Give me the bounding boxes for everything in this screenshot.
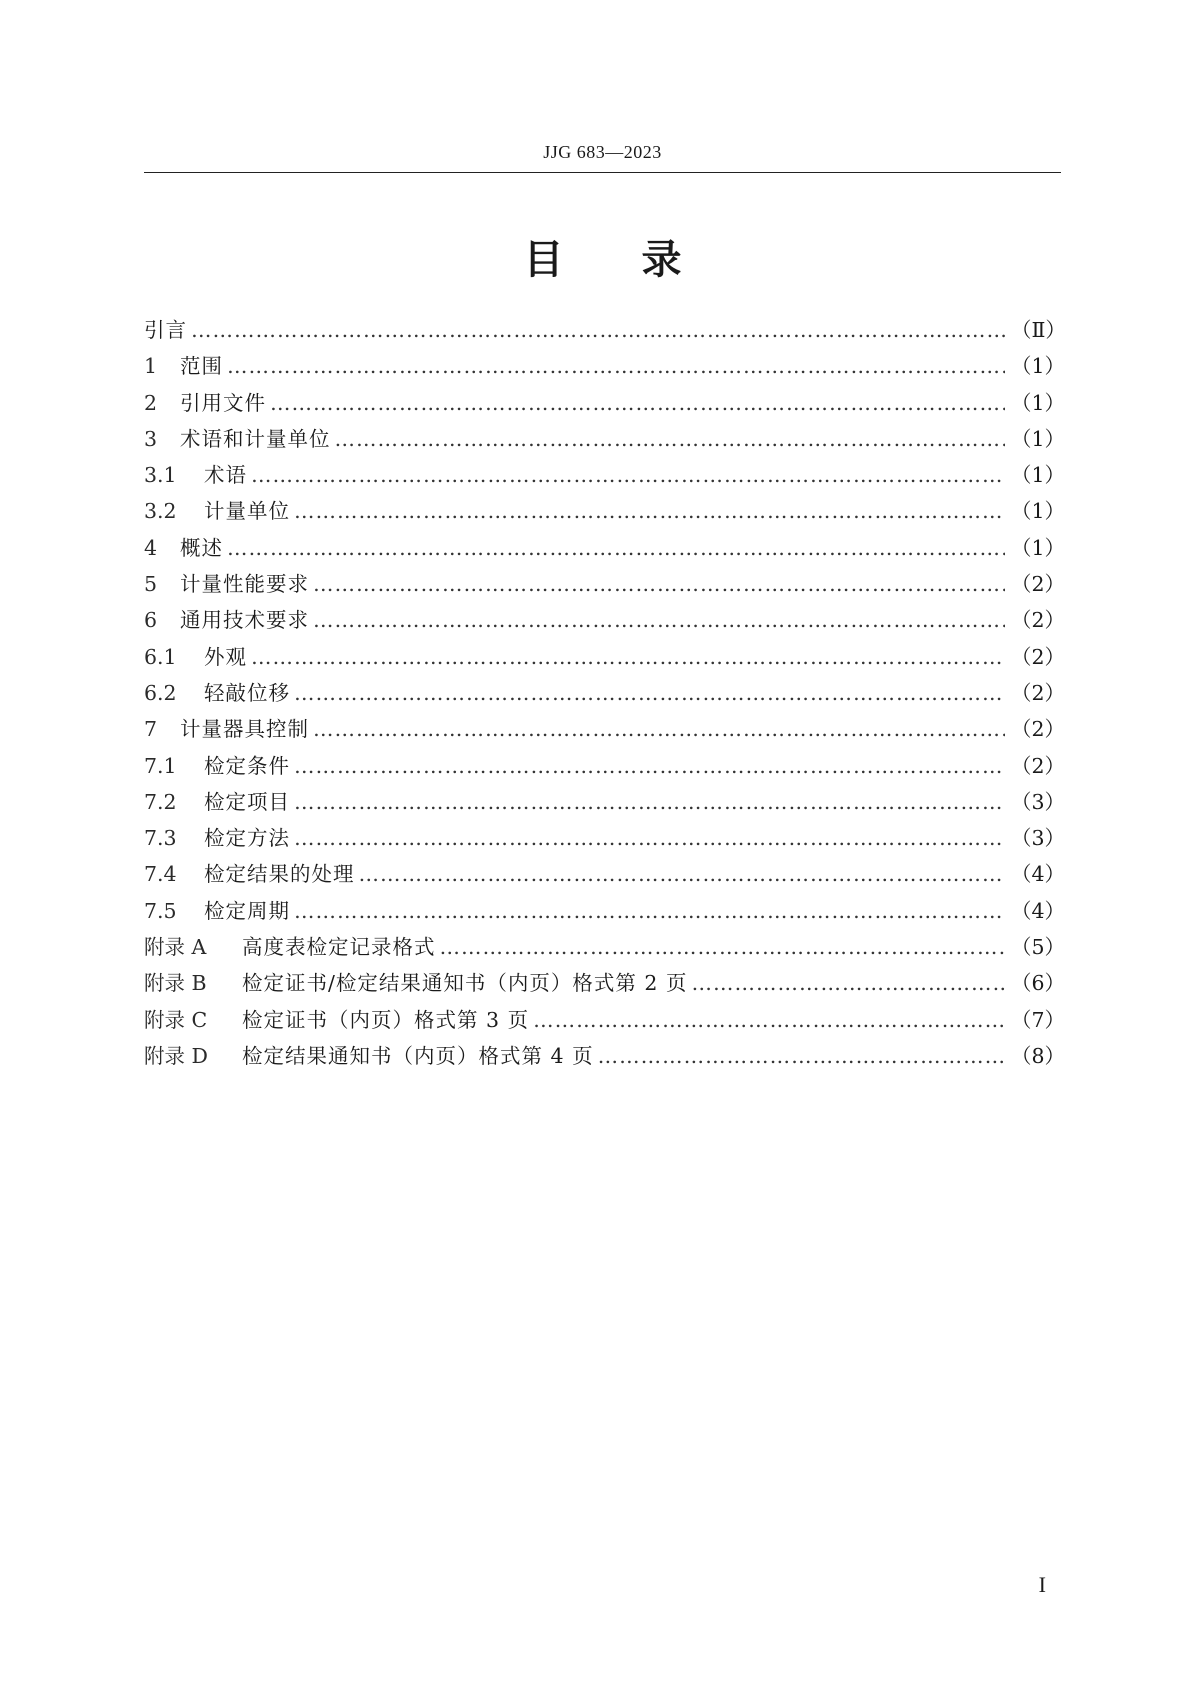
toc-entry-page: （1） <box>1011 426 1066 451</box>
toc-entry-page: （1） <box>1011 354 1066 379</box>
toc-entry-page: （3） <box>1011 789 1066 814</box>
toc-entry-appendix-a[interactable] <box>144 930 1066 966</box>
toc-entry-page: （1） <box>1011 499 1066 524</box>
toc-entry-label: 计量性能要求 <box>180 572 309 597</box>
dot-leader <box>313 572 1005 596</box>
toc-entry-number: 7.3 <box>144 826 177 851</box>
toc-entry-label: 检定结果通知书（内页）格式第 4 页 <box>242 1043 594 1068</box>
toc-entry-page: （1） <box>1011 463 1066 488</box>
toc-entry-5[interactable] <box>144 567 1066 603</box>
toc-entry-label: 高度表检定记录格式 <box>242 935 436 960</box>
toc-entry-7-3[interactable] <box>144 821 1066 857</box>
toc-entry-6-2[interactable] <box>144 676 1066 712</box>
toc-entry-label: 检定结果的处理 <box>204 862 355 887</box>
toc-entry-label: 检定项目 <box>204 789 290 814</box>
toc-entry-number: 3.2 <box>144 499 177 524</box>
toc-entry-introduction[interactable] <box>144 313 1066 349</box>
toc-entry-label: 引用文件 <box>180 390 266 415</box>
toc-entry-3[interactable] <box>144 422 1066 458</box>
dot-leader <box>191 318 1005 342</box>
toc-entry-number: 1 <box>144 354 158 379</box>
dot-leader <box>251 463 1005 487</box>
dot-leader <box>335 427 1006 451</box>
dot-leader <box>533 1008 1005 1032</box>
toc-entry-label: 引言 <box>144 318 187 342</box>
toc-entry-7-4[interactable] <box>144 857 1066 893</box>
toc-entry-appendix-b[interactable] <box>144 966 1066 1002</box>
page-number: I <box>1038 1572 1046 1597</box>
toc-entry-number: 7.5 <box>144 898 177 923</box>
dot-leader <box>691 971 1005 995</box>
dot-leader <box>270 391 1005 415</box>
toc-entry-number: 2 <box>144 390 158 415</box>
toc-entry-label: 轻敲位移 <box>204 680 290 705</box>
toc-entry-number: 附录 B <box>144 971 207 996</box>
toc-entry-7-5[interactable] <box>144 894 1066 930</box>
document-code-header: JJG 683—2023 <box>543 142 662 162</box>
toc-entry-number: 附录 D <box>144 1043 208 1068</box>
toc-entry-label: 通用技术要求 <box>180 608 309 633</box>
toc-entry-6[interactable] <box>144 603 1066 639</box>
toc-entry-page: （1） <box>1011 390 1066 415</box>
toc-entry-page: （2） <box>1011 572 1066 597</box>
toc-entry-page: （1） <box>1011 535 1066 560</box>
toc-entry-label: 计量单位 <box>204 499 290 524</box>
toc-entry-number: 6.2 <box>144 680 177 705</box>
toc-entry-number: 4 <box>144 535 158 560</box>
dot-leader <box>294 826 1005 850</box>
toc-entry-label: 范围 <box>180 354 223 379</box>
toc-entry-7-2[interactable] <box>144 785 1066 821</box>
toc-entry-page: （8） <box>1011 1043 1066 1068</box>
dot-leader <box>294 790 1005 814</box>
toc-entry-page: （2） <box>1011 717 1066 742</box>
toc-entry-number: 7.1 <box>144 753 177 778</box>
toc-entry-number: 7.4 <box>144 862 177 887</box>
dot-leader <box>294 499 1005 523</box>
toc-entry-7[interactable] <box>144 712 1066 748</box>
toc-entry-page: （2） <box>1011 753 1066 778</box>
toc-entry-page: （7） <box>1011 1007 1066 1032</box>
toc-entry-number: 6.1 <box>144 644 177 669</box>
toc-entry-label: 术语 <box>204 463 247 488</box>
toc-entry-number: 7.2 <box>144 789 177 814</box>
toc-entry-number: 3.1 <box>144 463 177 488</box>
dot-leader <box>294 681 1005 705</box>
toc-entry-page: （2） <box>1011 608 1066 633</box>
dot-leader <box>294 899 1005 923</box>
header-rule <box>144 172 1061 173</box>
dot-leader <box>313 717 1005 741</box>
toc-entry-page: （2） <box>1011 644 1066 669</box>
toc-entry-number: 附录 A <box>144 935 207 960</box>
toc-entry-number: 3 <box>144 426 158 451</box>
toc-entry-label: 检定周期 <box>204 898 290 923</box>
toc-entry-number: 7 <box>144 717 158 742</box>
dot-leader <box>227 536 1005 560</box>
toc-entry-number: 6 <box>144 608 158 633</box>
toc-entry-page: （2） <box>1011 680 1066 705</box>
toc-entry-3-1[interactable] <box>144 458 1066 494</box>
toc-entry-page: （Ⅱ） <box>1011 318 1066 342</box>
dot-leader <box>251 645 1005 669</box>
toc-entry-4[interactable] <box>144 531 1066 567</box>
toc-entry-appendix-c[interactable] <box>144 1003 1066 1039</box>
toc-entry-3-2[interactable] <box>144 494 1066 530</box>
toc-entry-label: 计量器具控制 <box>180 717 309 742</box>
toc-entry-7-1[interactable] <box>144 749 1066 785</box>
toc-entry-page: （4） <box>1011 898 1066 923</box>
toc-entry-label: 检定证书/检定结果通知书（内页）格式第 2 页 <box>242 971 688 996</box>
toc-entry-number: 5 <box>144 572 158 597</box>
dot-leader <box>313 608 1005 632</box>
dot-leader <box>598 1044 1005 1068</box>
toc-entry-2[interactable] <box>144 386 1066 422</box>
toc-entry-page: （4） <box>1011 862 1066 887</box>
toc-entry-label: 概述 <box>180 535 223 560</box>
dot-leader <box>294 754 1005 778</box>
dot-leader <box>440 935 1006 959</box>
toc-entry-page: （3） <box>1011 826 1066 851</box>
toc-entry-label: 外观 <box>204 644 247 669</box>
table-of-contents <box>144 313 1066 1075</box>
toc-entry-label: 检定证书（内页）格式第 3 页 <box>242 1007 530 1032</box>
dot-leader <box>227 354 1005 378</box>
dot-leader <box>359 862 1006 886</box>
toc-entry-label: 检定条件 <box>204 753 290 778</box>
toc-entry-page: （6） <box>1011 971 1066 996</box>
toc-entry-appendix-d[interactable] <box>144 1039 1066 1075</box>
toc-entry-label: 术语和计量单位 <box>180 426 331 451</box>
toc-entry-label: 检定方法 <box>204 826 290 851</box>
toc-entry-page: （5） <box>1011 935 1066 960</box>
toc-entry-number: 附录 C <box>144 1007 208 1032</box>
toc-title: 目录 <box>523 237 760 283</box>
toc-entry-1[interactable] <box>144 349 1066 385</box>
toc-entry-6-1[interactable] <box>144 640 1066 676</box>
